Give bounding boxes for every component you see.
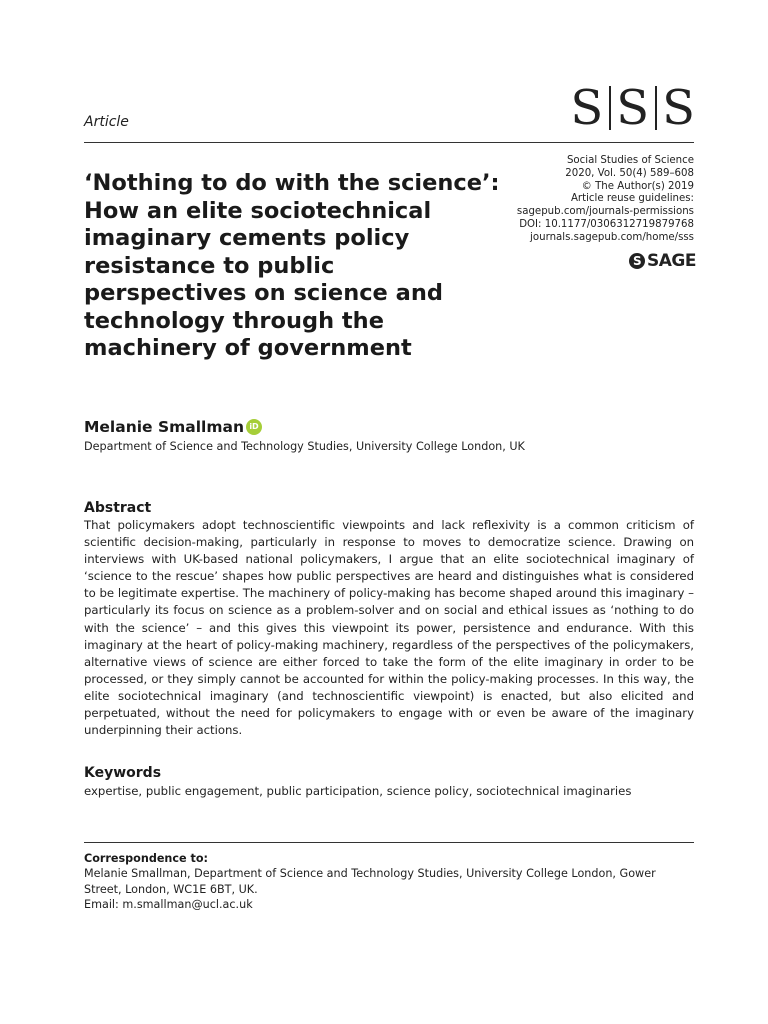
header-divider xyxy=(84,142,694,143)
journal-logo-letter: S xyxy=(570,80,605,136)
reuse-guidelines-label: Article reuse guidelines: xyxy=(570,193,694,205)
publisher-logo-text: SAGE xyxy=(647,251,696,271)
author-name: Melanie Smallman xyxy=(84,418,245,436)
publisher-logo xyxy=(629,251,696,271)
journal-logo xyxy=(570,82,696,134)
author-line xyxy=(84,418,262,436)
journal-logo-letter: S xyxy=(616,80,651,136)
keywords-text: expertise, public engagement, public participation, science policy, sociotechnical imaginaries xyxy=(84,784,632,798)
author-affiliation: Department of Science and Technology Studies, University College London, UK xyxy=(84,440,525,453)
sage-mark-icon: S xyxy=(629,253,645,269)
journal-logo-divider xyxy=(609,86,611,130)
abstract-text: That policymakers adopt technoscientific viewpoints and lack reflexivity is a common criticism of scientific decision-making, particularly in response to moves to democratize science. Drawing on interviews with UK-based national policymakers, I argue that an elite sociotechnical imaginary of ‘science to the rescue’ shapes how public perspectives are heard and distinguishes what is considered to be legitimate expertise. The machinery of policy-making has become shaped around this imaginary – particularly its focus on science as a problem-solver and on social and ethical issues as ‘nothing to do with the science’ – and this gives this viewpoint its power, persistence and endurance. With this imaginary at the heart of policy-making machinery, regardless of the perspectives of the policymakers, alternative views of science are either forced to take the form of the elite imaginary in order to be processed, or they simply cannot be accounted for within the policy-making processes. In this way, the elite sociotechnical imaginary (and technoscientific viewpoint) is enacted, but also elicited and perpetuated, without the need for policymakers to engage with or even be aware of the imaginary underpinning their actions. xyxy=(84,518,694,738)
copyright: © The Author(s) 2019 xyxy=(581,180,694,192)
volume-info: 2020, Vol. 50(4) 589–608 xyxy=(565,167,694,179)
keywords-heading: Keywords xyxy=(84,765,162,781)
journal-logo-letter: S xyxy=(662,80,696,136)
orcid-icon[interactable]: iD xyxy=(246,419,262,435)
doi[interactable]: DOI: 10.1177/0306312719879768 xyxy=(519,218,694,230)
journal-name: Social Studies of Science xyxy=(566,155,694,166)
permissions-link[interactable]: sagepub.com/journals-permissions xyxy=(516,206,694,218)
journal-homepage-link[interactable]: journals.sagepub.com/home/sss xyxy=(530,231,694,243)
abstract-heading: Abstract xyxy=(84,500,152,516)
article-type-label: Article xyxy=(84,114,129,130)
correspondence-email[interactable]: Email: m.smallman@ucl.ac.uk xyxy=(84,898,253,911)
correspondence-address: Melanie Smallman, Department of Science and Technology Studies, University College London, Gower Street, London, WC1E 6BT, UK. xyxy=(84,867,656,896)
footer-divider xyxy=(84,842,694,843)
article-title: ‘Nothing to do with the science’: How an elite sociotechnical imaginary cements policy resistance to public perspectives on science and technology through the machinery of government xyxy=(84,170,500,361)
correspondence-heading: Correspondence to: xyxy=(84,852,209,865)
publication-info xyxy=(464,155,694,245)
journal-logo-divider xyxy=(655,86,657,130)
